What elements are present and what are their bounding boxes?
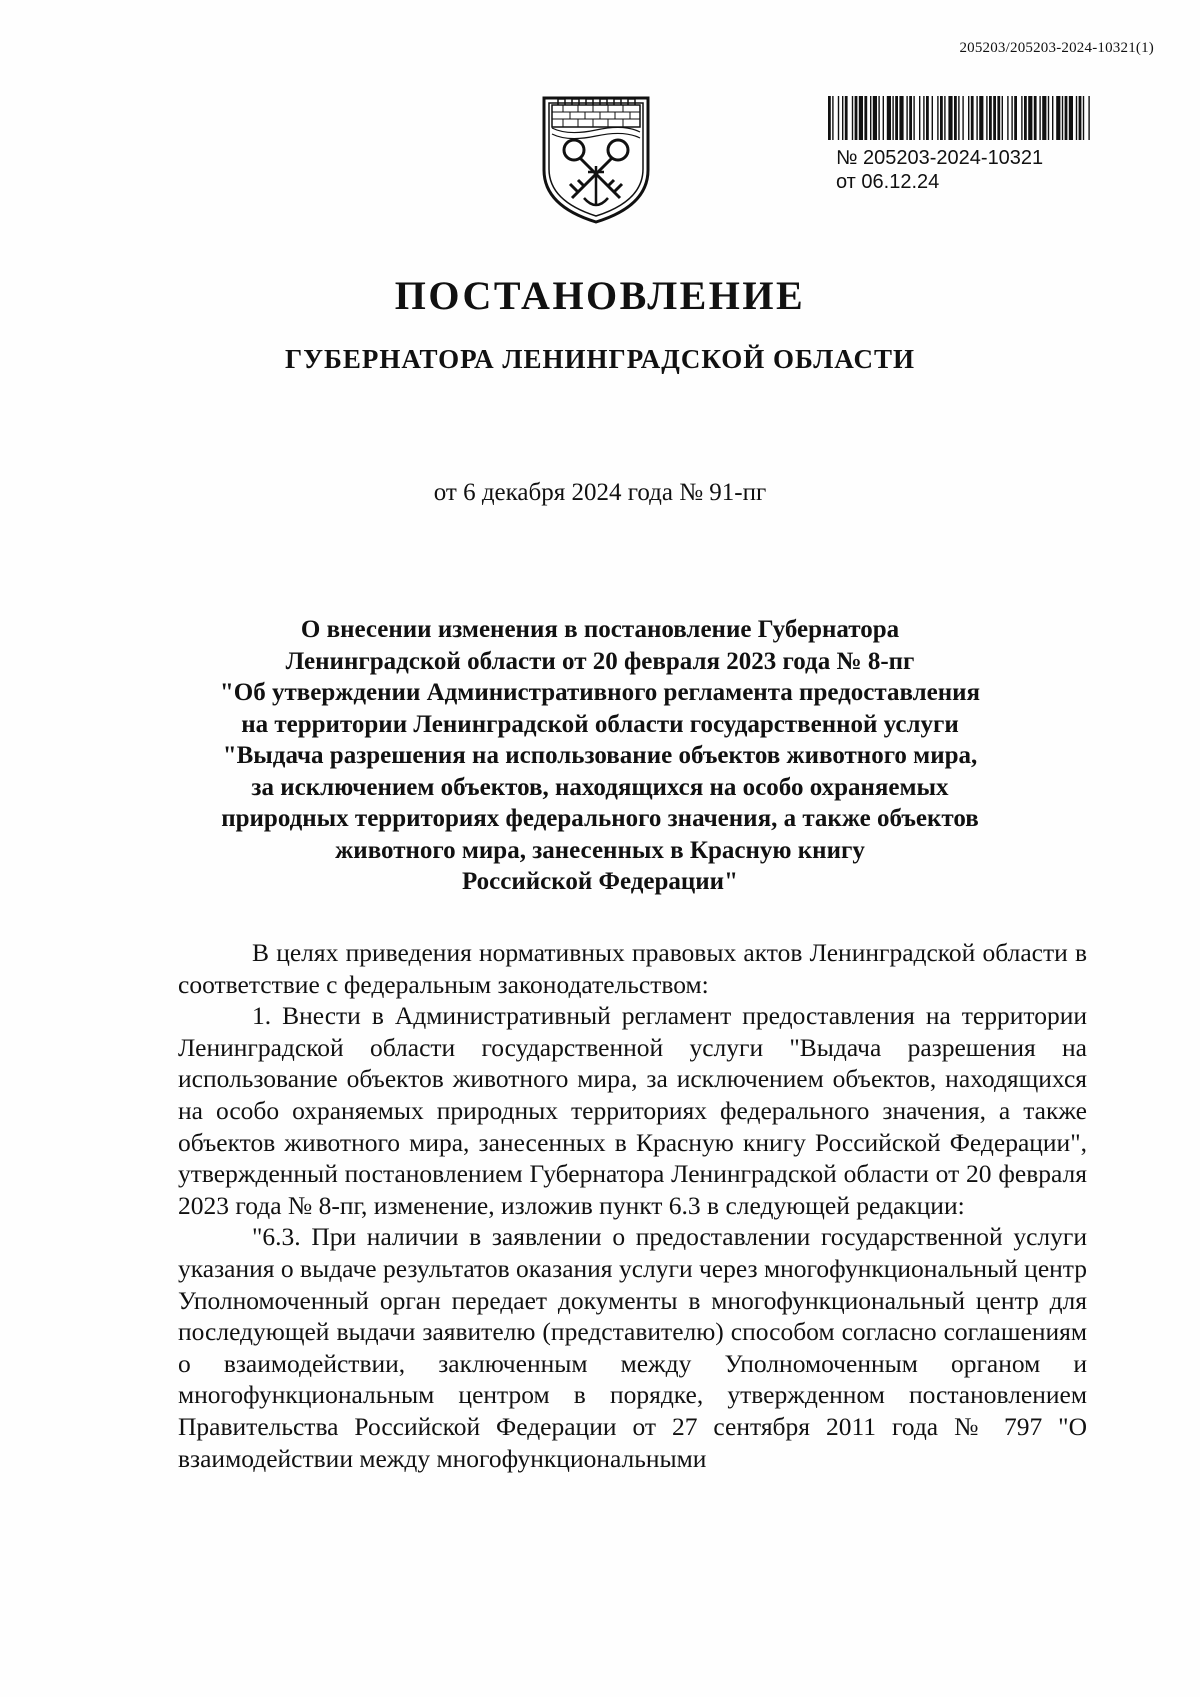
intro-paragraph: В целях приведения нормативных правовых актов Ленинградской области в соответствие с федеральным законодательством: xyxy=(178,938,1087,999)
document-heading xyxy=(120,614,1080,898)
document-title: ПОСТАНОВЛЕНИЕ xyxy=(394,273,806,318)
heading-line: "Об утверждении Административного регламента предоставления xyxy=(219,679,981,706)
registration-date: от 06.12.24 xyxy=(836,171,940,193)
heading-line: "Выдача разрешения на использование объектов животного мира, xyxy=(222,742,978,769)
heading-line: Ленинградской области от 20 февраля 2023 года № 8-пг xyxy=(285,647,915,675)
registration-number: № 205203-2024-10321 xyxy=(836,147,1044,169)
document-id: 205203/205203-2024-10321(1) xyxy=(959,40,1154,56)
document-subtitle: ГУБЕРНАТОРА ЛЕНИНГРАДСКОЙ ОБЛАСТИ xyxy=(285,344,915,374)
registration-block xyxy=(828,96,1090,194)
heading-line: природных территориях федерального значения, а также объектов xyxy=(221,805,979,832)
leningrad-oblast-coat-of-arms-icon xyxy=(538,92,654,226)
heading-line: за исключением объектов, находящихся на особо охраняемых xyxy=(251,773,949,801)
document-body xyxy=(178,937,1087,1474)
document-date-number: от 6 декабря 2024 года № 91-пг xyxy=(433,479,767,506)
heading-line: О внесении изменения в постановление Губернатора xyxy=(300,616,900,643)
item-1-paragraph: 1. Внести в Административный регламент предоставления на территории Ленинградской области государственной услуги "Выдача разрешения на использование объектов животного мира, за исключением объектов, находящихся на особо охраняемых природных территориях федерального значения, а также объектов животного мира, занесенных в Красную книгу Российской Федерации", утвержденный постановлением Губернатора Ленинградской области от 20 февраля 2023 года № 8-пг, изменение, изложив пункт 6.3 в следующей редакции: xyxy=(178,1001,1087,1220)
heading-line: на территории Ленинградской области государственной услуги xyxy=(241,710,959,738)
heading-line: животного мира, занесенных в Красную книгу xyxy=(335,836,865,864)
item-6-3-paragraph: "6.3. При наличии в заявлении о предоставлении государственной услуги указания о выдаче результатов оказания услуги через многофункциональный центр Уполномоченный орган передает документы в многофункциональный центр для последующей выдачи заявителю (представителю) способом согласно соглашениям о взаимодействии, заключенным между Уполномоченным органом и многофункциональным центром в порядке, утвержденном постановлением Правительства Российской Федерации от 27 сентября 2011 года № 797 "О взаимодействии между многофункциональными xyxy=(178,1222,1087,1473)
heading-line: Российской Федерации" xyxy=(462,868,738,895)
barcode-icon xyxy=(828,96,1090,140)
